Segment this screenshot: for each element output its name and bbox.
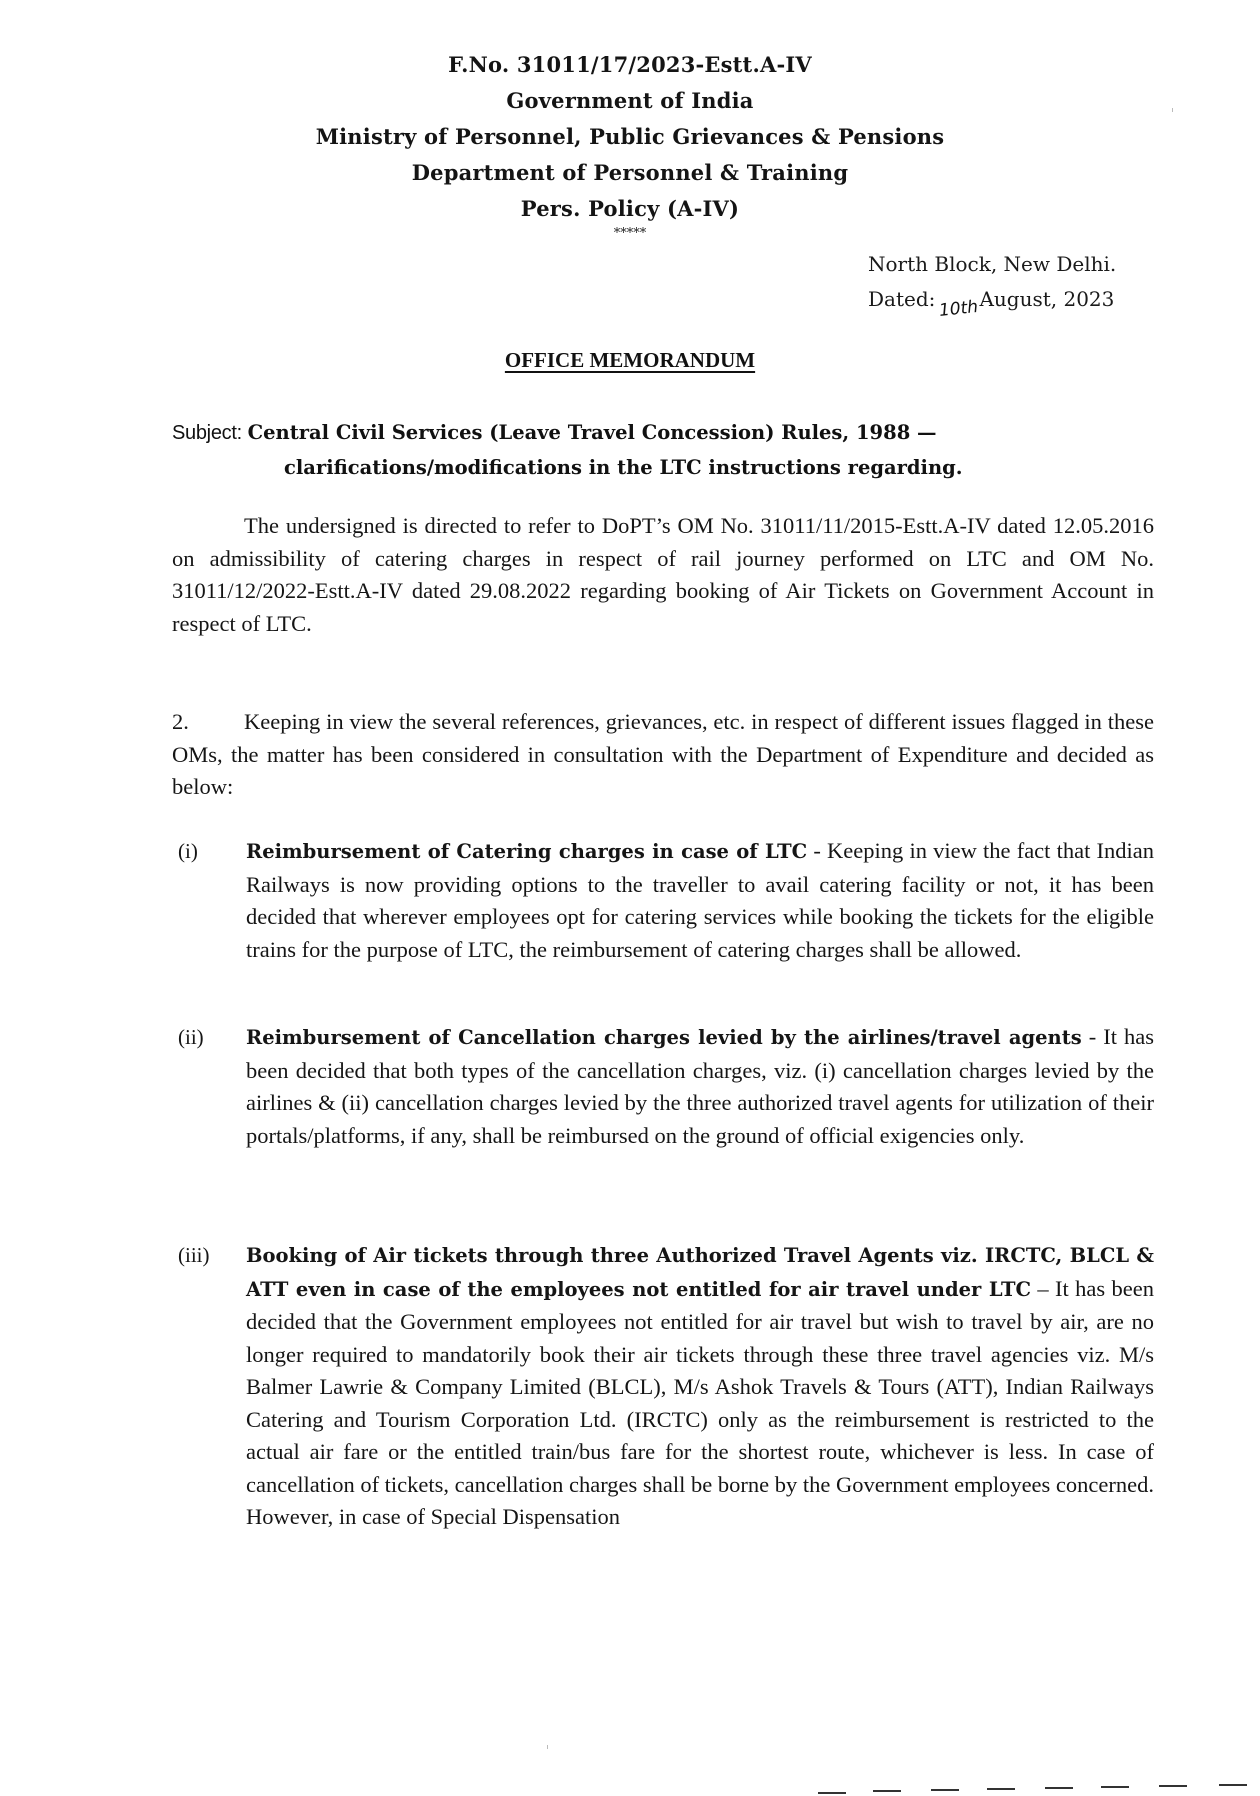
subject-label: Subject:	[172, 422, 242, 444]
ministry-heading: Ministry of Personnel, Public Grievances & Pensions	[315, 124, 945, 149]
month-year: August, 2023	[979, 287, 1115, 311]
memo-title-text: OFFICE MEMORANDUM	[504, 348, 756, 372]
list-item-text: - It has been decided that both types of the cancellation charges, viz. (i) cancellation charges levied by the airlines & (ii) cancellation charges levied by the three authorized travel agents for utilization of their portals/platforms, if any, shall be reimbursed on the ground of official exigencies only.	[246, 1024, 1155, 1148]
list-item-text: - Keeping in view the fact that Indian Railways is now providing options to the traveller to avail catering facility or not, it has been decided that wherever employees opt for catering services while booking the tickets for the eligible trains for the purpose of LTC, the reimbursement of catering charges shall be allowed.	[246, 838, 1154, 962]
paragraph-2	[172, 706, 1154, 804]
subject-text-2: clarifications/modifications in the LTC instructions regarding.	[284, 456, 963, 479]
file-number: F.No. 31011/17/2023-Estt.A-IV	[448, 52, 812, 77]
dash-mark	[1219, 1784, 1247, 1786]
list-item-label: (ii)	[178, 1025, 204, 1049]
separator-stars: *****	[613, 226, 647, 241]
government-heading: Government of India	[506, 88, 754, 113]
paragraph-2-text: Keeping in view the several references, grievances, etc. in respect of different issues flagged in these OMs, the matter has been considered in consultation with the Department of Expenditure and decided as below:	[172, 709, 1154, 799]
subject-line-2	[172, 450, 1154, 484]
dash-mark	[931, 1789, 959, 1791]
memo-title	[0, 348, 1260, 373]
list-item-heading: Booking of Air tickets through three Authorized Travel Agents viz. IRCTC, BLCL & ATT even in case of the employees not entitled for air travel under LTC	[246, 1244, 1154, 1301]
date-line	[868, 287, 1115, 321]
list-item-heading: Reimbursement of Cancellation charges levied by the airlines/travel agents	[246, 1026, 1082, 1049]
dated-label: Dated:	[868, 287, 936, 311]
list-item-label: (i)	[178, 839, 198, 863]
paragraph-1	[172, 510, 1154, 640]
list-item-label: (iii)	[178, 1243, 210, 1267]
subject-block	[172, 415, 1154, 484]
scan-speck	[1172, 108, 1173, 112]
dash-mark	[1101, 1786, 1129, 1788]
subject-text-1: Central Civil Services (Leave Travel Concession) Rules, 1988 —	[247, 421, 937, 444]
dash-mark	[818, 1792, 846, 1794]
subject-line-1	[172, 415, 1154, 450]
scan-speck	[547, 1745, 548, 1749]
dash-mark	[873, 1790, 901, 1792]
dash-mark	[987, 1788, 1015, 1790]
department-heading: Department of Personnel & Training	[411, 160, 849, 185]
paragraph-1-text: The undersigned is directed to refer to DoPT’s OM No. 31011/11/2015-Estt.A-IV dated 12.05.2016 on admissibility of catering charges in respect of rail journey performed on LTC and OM No. 31011/12/2022-Estt.A-IV dated 29.08.2022 regarding booking of Air Tickets on Government Account in respect of LTC.	[172, 513, 1154, 636]
dash-mark	[1159, 1785, 1187, 1787]
dash-mark	[1045, 1787, 1073, 1789]
list-item	[172, 1021, 1154, 1152]
list-item-heading: Reimbursement of Catering charges in case of LTC	[246, 840, 808, 863]
handwritten-day: 10th	[938, 297, 980, 321]
section-heading: Pers. Policy (A-IV)	[520, 196, 740, 221]
paragraph-2-number: 2.	[172, 709, 189, 734]
place-line: North Block, New Delhi.	[868, 252, 1117, 276]
list-item	[172, 835, 1154, 966]
list-item-text: – It has been decided that the Government employees not entitled for air travel but wish to travel by air, are no longer required to mandatorily book their air tickets through these three travel agencies viz. M/s Balmer Lawrie & Company Limited (BLCL), M/s Ashok Travels & Tours (ATT), Indian Railways Catering and Tourism Corporation Ltd. (IRCTC) only as the reimbursement is restricted to the actual air fare or the entitled train/bus fare for the shortest route, whichever is less. In case of cancellation of tickets, cancellation charges shall be borne by the Government employees concerned. However, in case of Special Dispensation	[246, 1275, 1154, 1529]
list-item	[172, 1239, 1154, 1534]
